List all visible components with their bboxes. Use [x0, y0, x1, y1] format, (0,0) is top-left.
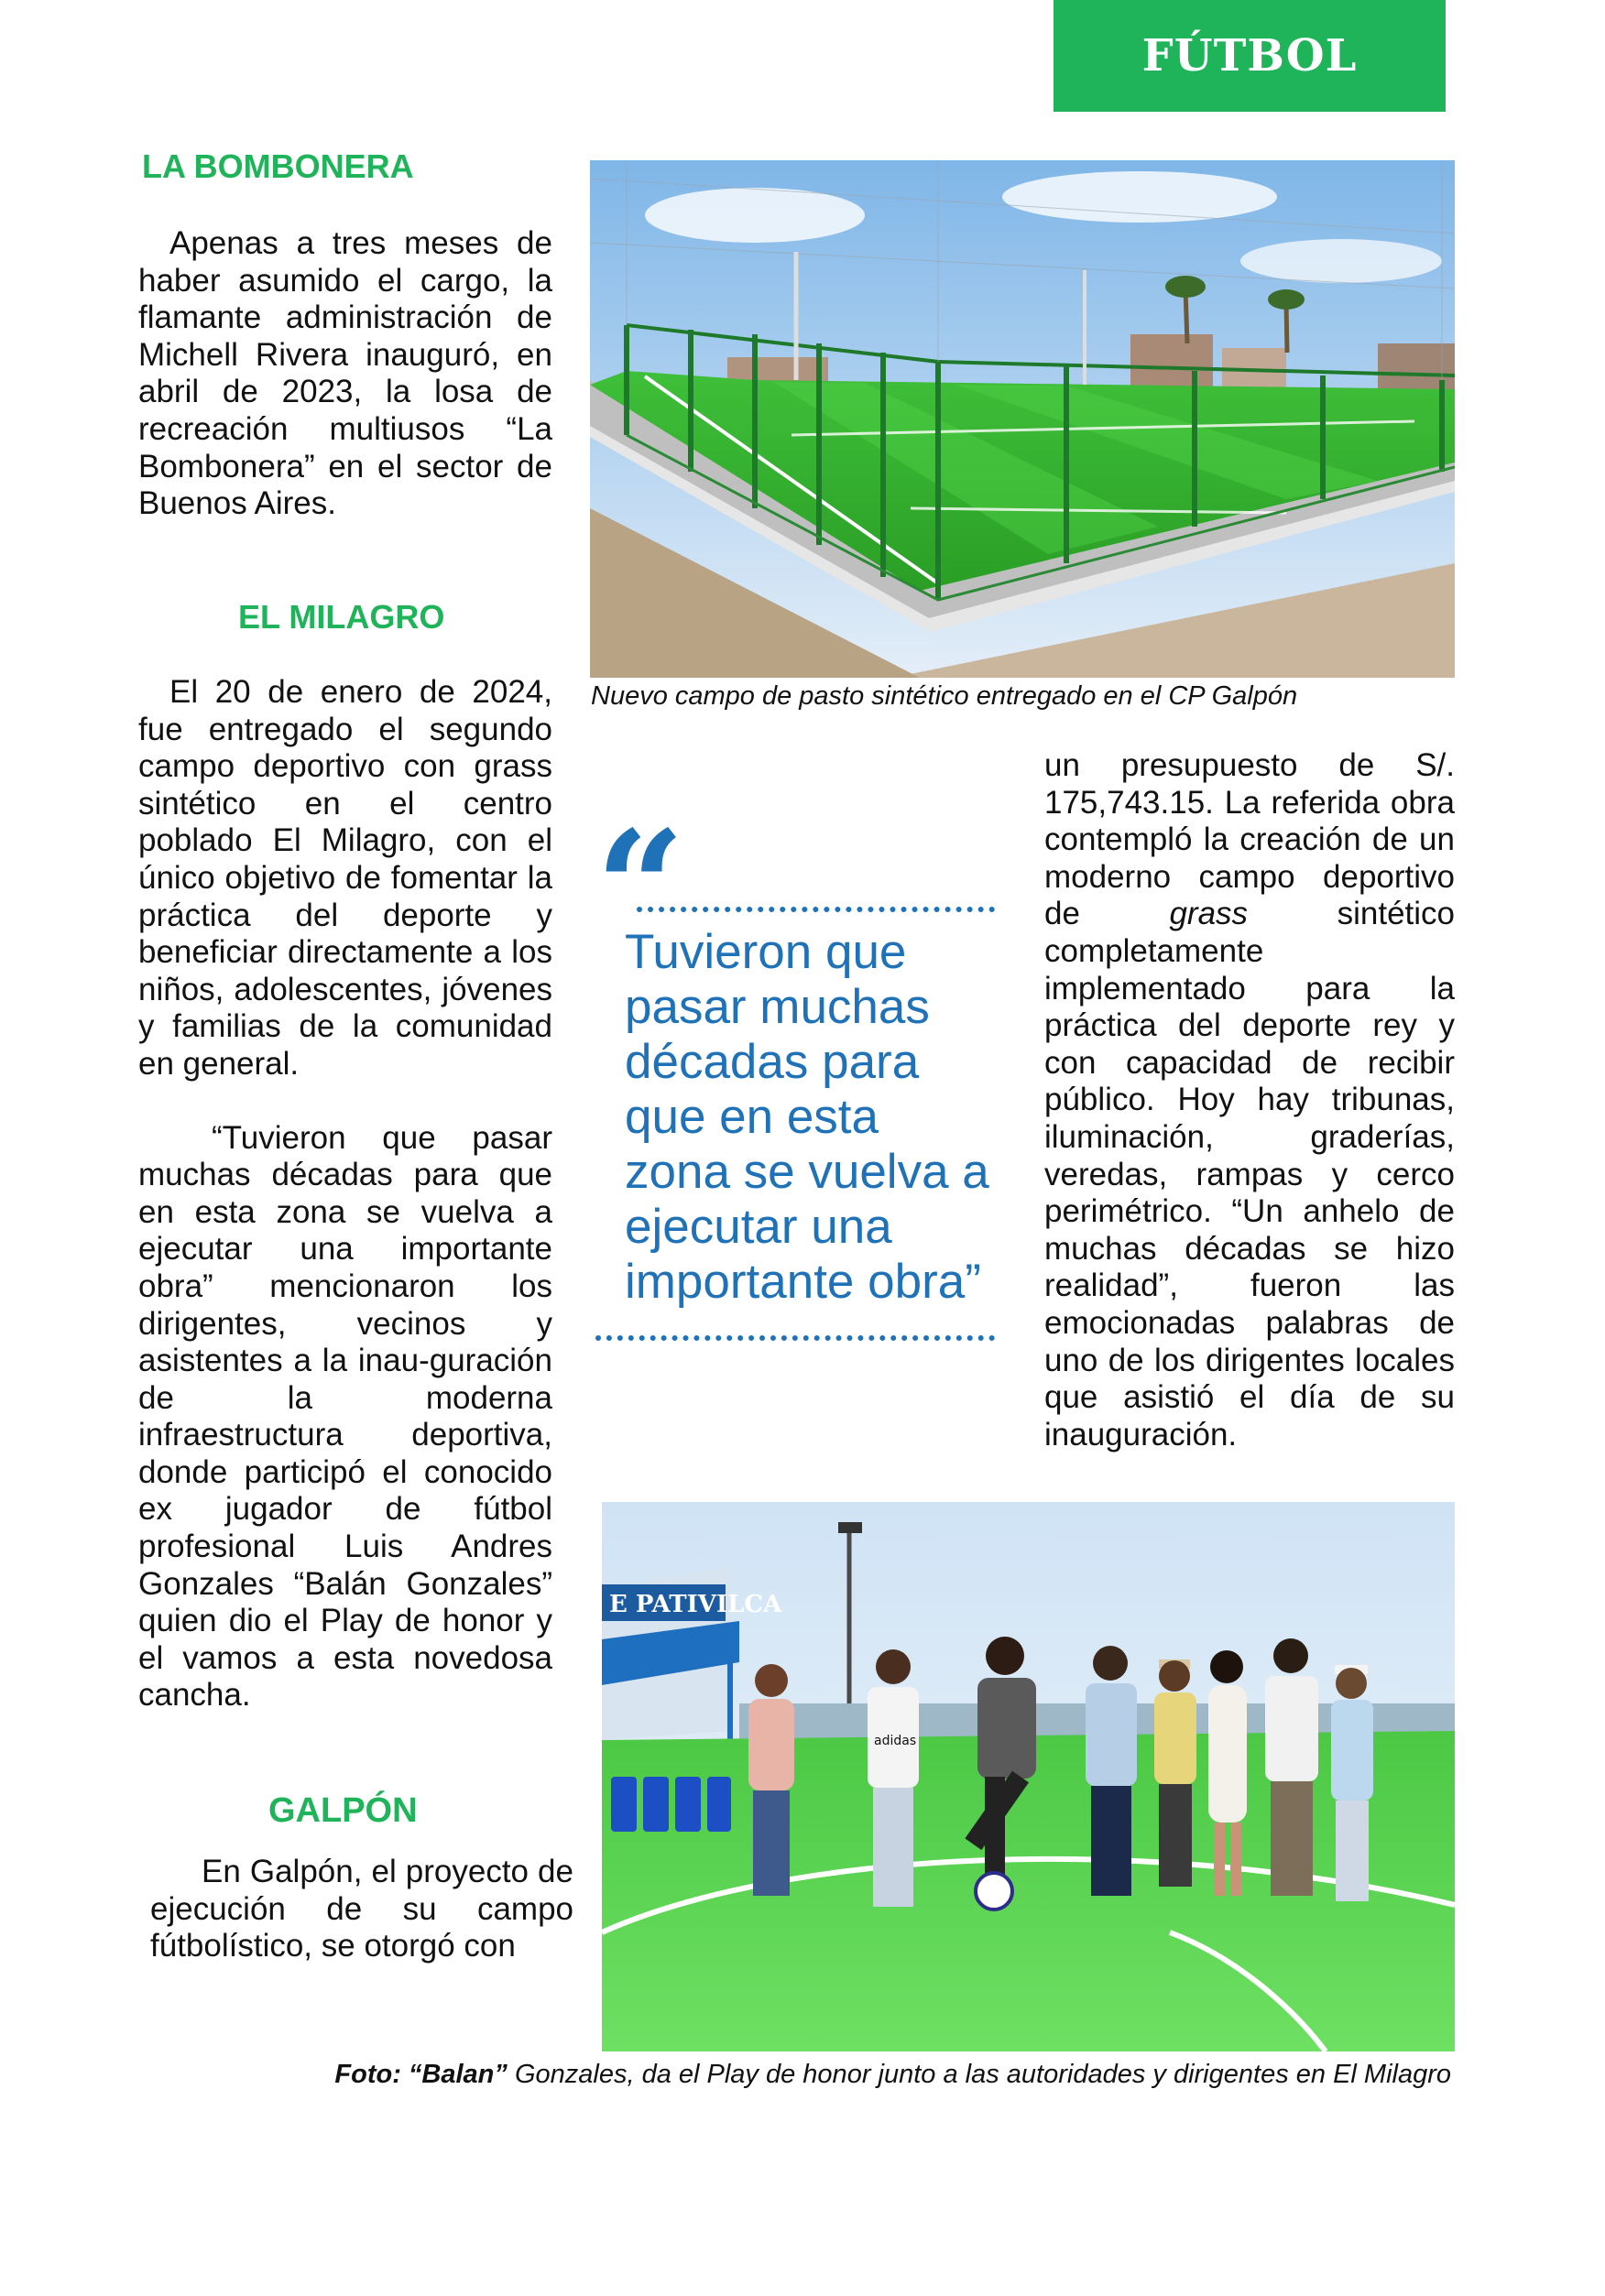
- grass-emphasis: grass: [1169, 896, 1249, 932]
- milagro-heading-wrap: [238, 597, 513, 637]
- galpon-continuation-text-1: un presupuesto de S/. 175,743.15. La referida obra contempló la creación de un moderno campo deportivo de: [1044, 747, 1455, 932]
- bombonera-paragraph-text: Apenas a tres meses de haber asumido el cargo, la flamante administración de Michell Rivera inauguró, en abril de 2023, la losa de recreación multiusos “La Bombonera” en el sector de Buenos Aires.: [138, 225, 552, 522]
- galpon-heading: GALPÓN: [268, 1791, 418, 1830]
- galpon-continuation-paragraph: [1044, 747, 1455, 1453]
- photo2-caption-text: Gonzales, da el Play de honor junto a las autoridades y dirigentes en El Milagro: [507, 2060, 1451, 2089]
- shirt-text: adidas: [874, 1734, 917, 1748]
- milagro-paragraph-2: [138, 1120, 552, 1715]
- section-tab: [1054, 0, 1446, 112]
- galpon-article: [150, 1854, 573, 1965]
- milagro-paragraph-2-text: “Tuvieron que pasar muchas décadas para que en esta zona se vuelva a ejecutar una importante obra” mencionaron los dirigentes, vecinos y asistentes a la inau-guración de la moderna infraestructura deportiva, donde participó el conocido ex jugador de fútbol profesional Luis Andres Gonzales “Balán Gonzales” quien dio el Play de honor y el vamos a esta novedosa cancha.: [138, 1119, 552, 1714]
- photo2-caption: [334, 2058, 1451, 2091]
- photo1-caption: Nuevo campo de pasto sintético entregado en el CP Galpón: [591, 681, 1298, 711]
- bombonera-paragraph: [138, 225, 552, 523]
- el-milagro-group-photo: [602, 1502, 1455, 2051]
- galpon-paragraph: [150, 1854, 573, 1965]
- galpon-heading-wrap: [268, 1790, 497, 1831]
- photo2-caption-credit: Foto: “Balan”: [334, 2060, 508, 2089]
- stadium-banner-text: E PATIVILCA: [609, 1591, 782, 1618]
- pull-quote-text: Tuvieron que pasar muchas décadas para que en esta zona se vuelva a ejecutar una importante obra”: [625, 925, 989, 1309]
- quote-mark-icon: “: [595, 797, 672, 980]
- galpon-continuation: [1044, 747, 1455, 1453]
- bombonera-heading-wrap: [142, 147, 453, 187]
- milagro-paragraph-1: [138, 674, 552, 1083]
- milagro-article: [138, 674, 552, 1714]
- bombonera-heading: LA BOMBONERA: [142, 147, 414, 185]
- pull-quote-top-divider: [637, 907, 995, 912]
- pull-quote-bottom-divider: [595, 1335, 995, 1341]
- galpon-field-photo: [590, 160, 1455, 678]
- galpon-paragraph-text: En Galpón, el proyecto de ejecución de su campo fútbolístico, se otorgó con: [150, 1854, 573, 1964]
- pull-quote-block: [595, 797, 995, 1341]
- group-photo-illustration: [602, 1502, 1455, 2051]
- section-label: FÚTBOL: [1141, 30, 1358, 82]
- bombonera-article: [138, 225, 552, 523]
- field-photo-illustration: [590, 160, 1455, 678]
- galpon-continuation-text-2: sintético completamente implementado para la práctica del deporte rey y con capacidad de recibir público. Hoy hay tribunas, iluminación, graderías, veredas, rampas y cerco perimétrico. “Un anhelo de muchas décadas se hizo realidad”, fueron las emocionadas palabras de uno de los dirigentes locales que asistió el día de su inauguración.: [1044, 896, 1455, 1453]
- milagro-paragraph-1-text: El 20 de enero de 2024, fue entregado el segundo campo deportivo con grass sintético en el centro poblado El Milagro, con el único objetivo de fomentar la práctica del deporte y beneficiar directamente a los niños, adolescentes, jóvenes y familias de la comunidad en general.: [138, 674, 552, 1082]
- milagro-heading: EL MILAGRO: [238, 598, 445, 636]
